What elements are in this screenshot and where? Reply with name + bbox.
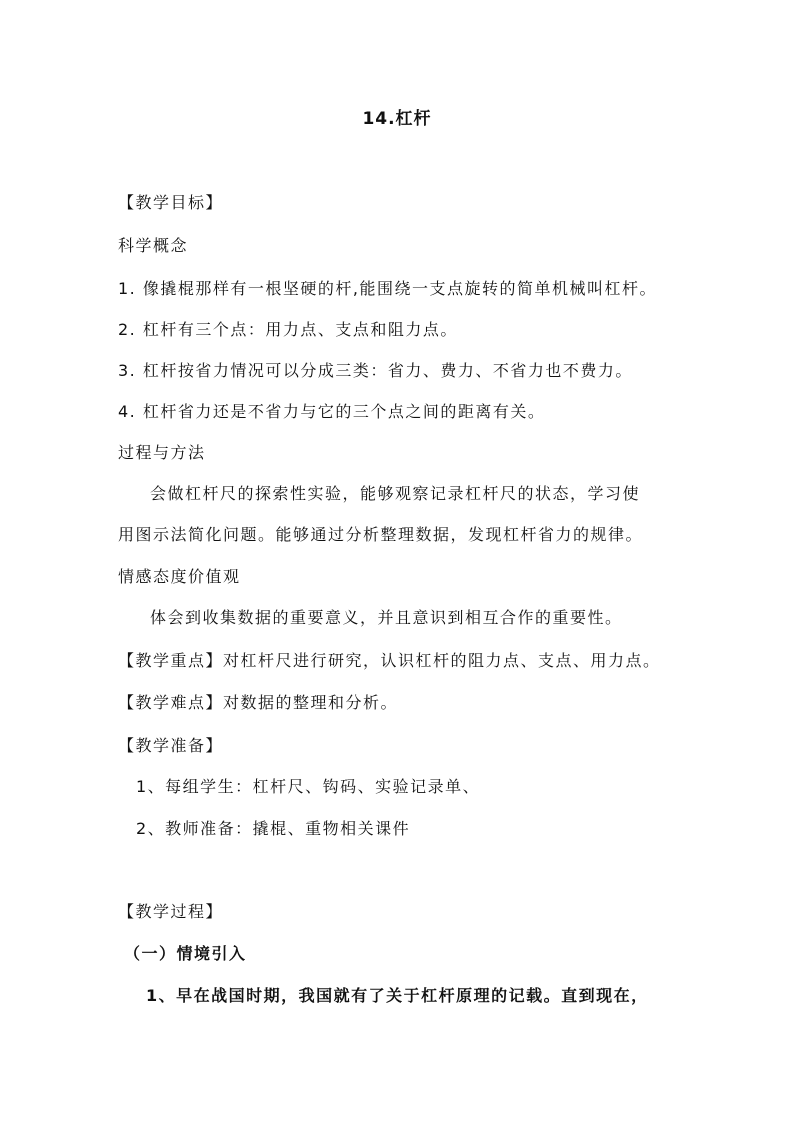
concept-item-4: 4. 杠杆省力还是不省力与它的三个点之间的距离有关。 (118, 402, 546, 421)
preparation-heading: 【教学准备】 (118, 736, 224, 755)
concept-item-2: 2. 杠杆有三个点：用力点、支点和阻力点。 (118, 320, 458, 339)
attitude-values-text: 体会到收集数据的重要意义，并且意识到相互合作的重要性。 (150, 608, 623, 627)
science-concepts-label: 科学概念 (118, 236, 189, 255)
process-methods-text-1: 会做杠杆尺的探索性实验，能够观察记录杠杆尺的状态，学习使 (150, 484, 641, 503)
process-heading: 【教学过程】 (118, 902, 224, 921)
preparation-item-2: 2、教师准备：撬棍、重物相关课件 (136, 819, 411, 838)
process-methods-text-2: 用图示法简化问题。能够通过分析整理数据，发现杠杆省力的规律。 (118, 525, 644, 544)
page-title: 14.杠杆 (362, 109, 432, 129)
process-section1-text: 1、早在战国时期，我国就有了关于杠杆原理的记载。直到现在， (146, 986, 649, 1005)
preparation-item-1: 1、每组学生：杠杆尺、钩码、实验记录单、 (136, 777, 481, 796)
difficult-points: 【教学难点】对数据的整理和分析。 (118, 693, 399, 712)
process-section1-title: （一）情境引入 (124, 944, 247, 963)
objectives-heading: 【教学目标】 (118, 193, 224, 212)
key-points: 【教学重点】对杠杆尺进行研究，认识杠杆的阻力点、支点、用力点。 (118, 651, 661, 670)
process-methods-label: 过程与方法 (118, 443, 206, 462)
attitude-values-label: 情感态度价值观 (118, 567, 241, 586)
concept-item-1: 1. 像撬棍那样有一根坚硬的杆,能围绕一支点旋转的简单机械叫杠杆。 (118, 279, 657, 298)
concept-item-3: 3. 杠杆按省力情况可以分成三类：省力、费力、不省力也不费力。 (118, 361, 633, 380)
